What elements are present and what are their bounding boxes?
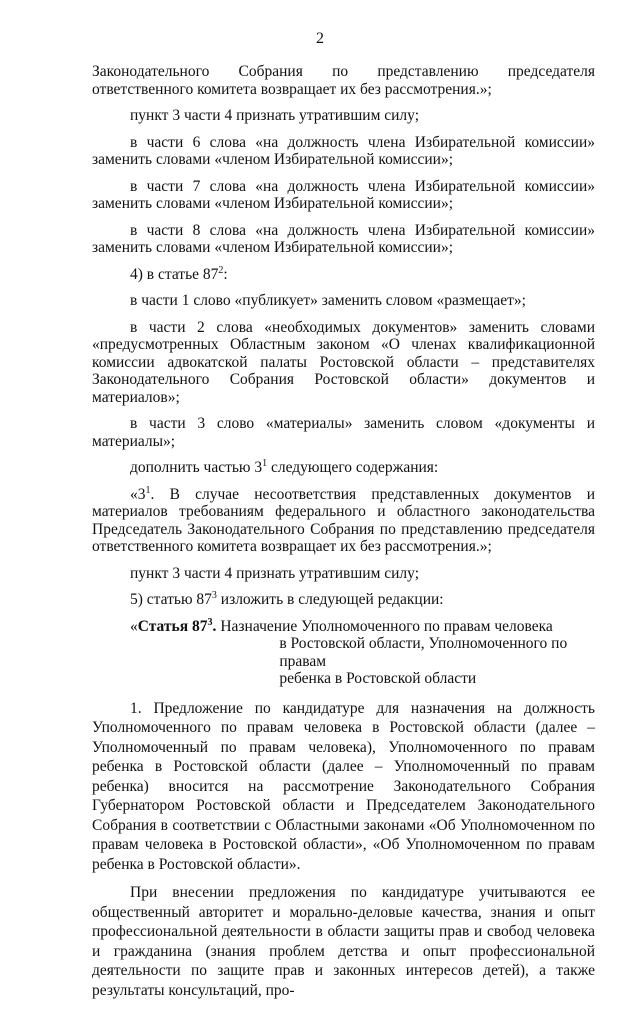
paragraph-13-text: 5) статью 87	[130, 591, 212, 608]
paragraph-1: Законодательного Собрания по представлению председателя ответственного комитета возвращает их без рассмотрения.»;	[92, 63, 595, 98]
paragraph-8: в части 2 слова «необходимых документов» заменить словами «предусмотренных Областным законом «О членах квалификационной комиссии адвокатской палаты Ростовской области – представителях Законодательного Собрания Ростовской области» документов и материалов»;	[92, 318, 595, 406]
article-title-line-2: в Ростовской области, Уполномоченного по правам	[279, 635, 568, 670]
paragraph-2: пункт 3 части 4 признать утратившим силу;	[130, 107, 420, 124]
paragraph-13-superscript: 3	[211, 589, 217, 601]
paragraph-11-tail: . В случае несоответствия представленных документов и материалов требованиям федерального и областного законодательства Председатель Законодательного Собрания по представлению председателя ответственного комитета возвращает их без рассмотрения.»;	[92, 485, 595, 555]
document-body	[92, 63, 595, 1009]
paragraph-4: в части 7 слова «на должность члена Избирательной комиссии» заменить словами «членом Избирательной комиссии»;	[92, 177, 595, 212]
paragraph-12: пункт 3 части 4 признать утратившим силу;	[130, 564, 420, 582]
paragraph-6-superscript: 2	[218, 264, 224, 276]
paragraph-9: в части 3 слово «материалы» заменить словом «документы и материалы»;	[92, 415, 595, 450]
paragraph-13	[92, 591, 595, 609]
paragraph-13-tail: изложить в следующей редакции:	[216, 591, 444, 608]
paragraph-11	[92, 486, 595, 556]
paragraph-15: При внесении предложения по кандидатуре учитываются ее общественный авторитет и морально-деловые качества, знания и опыт профессиональной деятельности в области защиты прав и свобод человека и гражданина (знания проблем детства и опыт профессиональной деятельности по защите прав и законных интересов детей), а также результаты консультаций, про-	[92, 884, 595, 999]
paragraph-10-superscript: 1	[262, 457, 268, 469]
paragraph-6	[92, 266, 595, 284]
article-title-line-1: Назначение Уполномоченного по правам человека	[220, 617, 553, 635]
paragraph-11-text: «3	[130, 485, 146, 503]
article-label: «Статья $87^3$.	[130, 616, 217, 635]
paragraph-7: в части 1 слово «публикует» заменить словом «размещает»;	[130, 292, 526, 309]
article-title-line-3: ребенка в Ростовской области	[279, 670, 477, 687]
paragraph-10-text: дополнить частью 3	[130, 459, 263, 476]
paragraph-10-tail: следующего содержания:	[267, 459, 439, 476]
paragraph-6-text: 4) в статье 87	[130, 265, 219, 283]
paragraph-3: в части 6 слова «на должность члена Избирательной комиссии» заменить словами «членом Избирательной комиссии»;	[92, 133, 595, 168]
paragraph-14: 1. Предложение по кандидатуре для назначения на должность Уполномоченного по правам человека в Ростовской области (далее – Уполномоченный по правам человека), Уполномоченного по правам ребенка в Ростовской области (далее – Уполномоченный по правам ребенка) вносится на рассмотрение Законодательного Собрания Губернатором Ростовской области и Председателем Законодательного Собрания в соответствии с Областными законами «Об Уполномоченном по правам человека в Ростовской области», «Об Уполномоченном по правам ребенка в Ростовской области».	[92, 699, 595, 873]
article-title	[216, 618, 595, 688]
paragraph-5: в части 8 слова «на должность члена Избирательной комиссии» заменить словами «членом Избирательной комиссии»;	[92, 221, 595, 256]
paragraph-6-tail: :	[223, 265, 228, 283]
article-heading	[130, 618, 595, 688]
page-number: 2	[316, 30, 324, 47]
paragraph-11-superscript: 1	[145, 484, 151, 496]
paragraph-10	[92, 459, 595, 477]
